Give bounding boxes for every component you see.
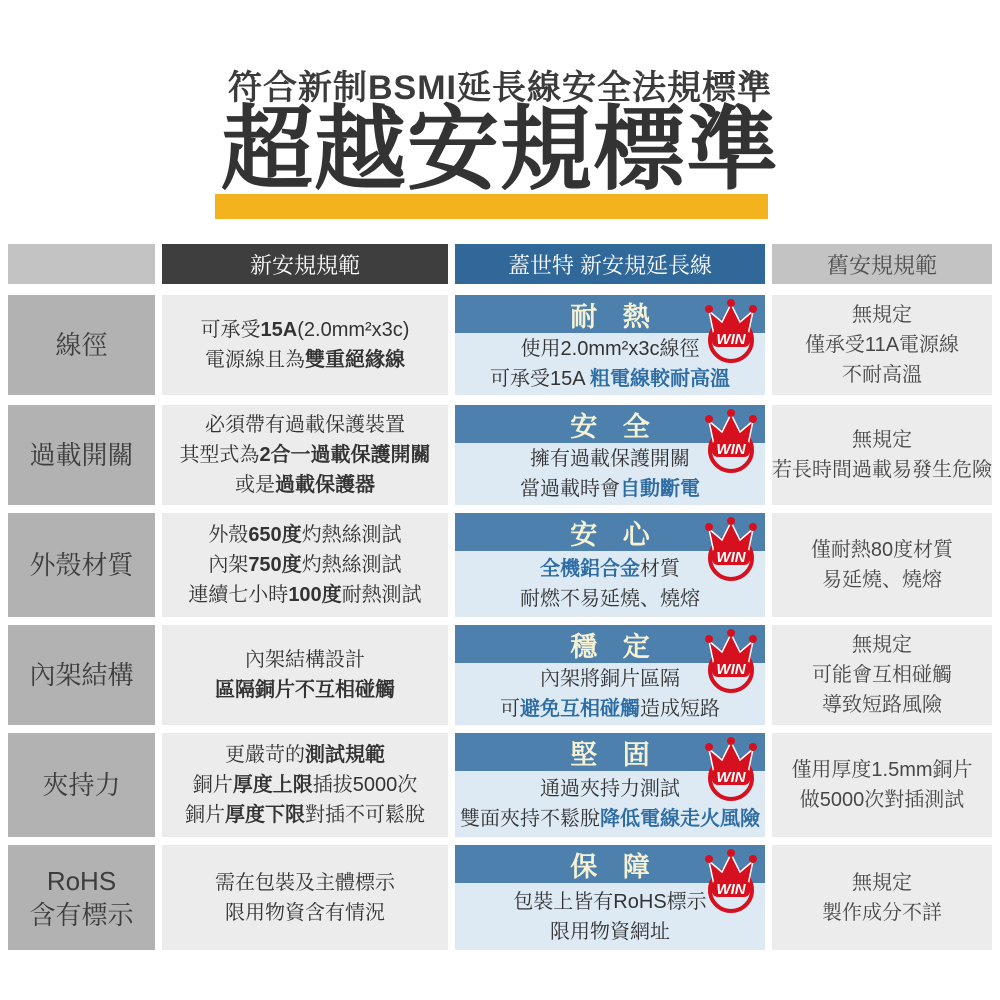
text-segment: 雙面夾持不鬆脫: [460, 808, 600, 830]
win-crown-icon: [700, 627, 762, 695]
text-segment: 若長時間過載易發生危險: [772, 459, 992, 481]
product-cell: [455, 625, 765, 725]
text-segment: 限用物資含有情況: [225, 901, 385, 924]
text-segment: 降低電線走火風險: [600, 808, 760, 830]
new-standard-line: [193, 770, 418, 800]
old-standard-line: [852, 425, 912, 455]
text-segment: 包裝上皆有RoHS標示: [513, 890, 707, 913]
old-standard-cell: [772, 845, 992, 950]
old-standard-line: [822, 565, 942, 595]
text-segment: 銅片: [192, 774, 233, 796]
text-segment: 全機鋁合金: [540, 558, 640, 580]
svg-text:WIN: WIN: [716, 661, 746, 678]
old-standard-line: [852, 868, 912, 898]
old-standard-line: [812, 660, 952, 690]
text-segment: 耐燃不易延燒、燒熔: [520, 588, 700, 610]
win-crown-icon: [700, 515, 762, 583]
product-cell: [455, 405, 765, 505]
new-standard-line: [245, 645, 365, 675]
text-segment: 或是: [235, 474, 275, 496]
text-segment: 材質: [640, 558, 680, 580]
text-segment: 15A: [260, 319, 298, 341]
svg-text:WIN: WIN: [716, 769, 746, 786]
new-standard-line: [208, 550, 401, 580]
text-segment: 厚度上限: [232, 774, 313, 796]
row-label-cell: [8, 405, 155, 505]
text-segment: 易延燒、燒熔: [822, 569, 942, 591]
text-segment: 更嚴苛的: [225, 744, 305, 766]
row-label-cell: [8, 845, 155, 950]
text-segment: 耐熱測試: [341, 584, 422, 606]
text-segment: 內架結構設計: [245, 649, 365, 671]
row-label: RoHS: [46, 865, 117, 896]
text-segment: 僅承受11A電源線: [804, 334, 960, 356]
text-segment: 電源線且為: [205, 349, 305, 371]
text-segment: 可: [500, 698, 520, 720]
old-standard-line: [805, 330, 959, 360]
product-line: [521, 334, 700, 364]
text-segment: 無規定: [852, 429, 912, 451]
product-line: [540, 774, 680, 804]
page-subtitle: 符合新制BSMI延長線安全法規標準: [228, 69, 772, 107]
row-label-cell: [8, 295, 155, 395]
new-standard-line: [179, 440, 430, 470]
new-standard-line: [225, 740, 385, 770]
text-segment: 擁有過載保護開關: [530, 448, 690, 470]
text-segment: 灼熱絲測試: [301, 554, 402, 576]
text-segment: 外殼: [208, 524, 249, 546]
product-cell: [455, 845, 765, 950]
text-segment: 2合一過載保護開關: [259, 444, 431, 466]
new-standard-cell: [162, 513, 448, 617]
new-standard-line: [235, 470, 375, 500]
new-standard-cell: [162, 405, 448, 505]
row-label: 夾持力: [42, 770, 121, 800]
old-standard-cell: [772, 733, 992, 837]
new-standard-cell: [162, 845, 448, 950]
win-crown-icon: [700, 735, 762, 803]
row-label: 線徑: [55, 330, 108, 360]
old-standard-line: [811, 535, 953, 565]
text-segment: 可承受15A: [489, 368, 591, 390]
old-standard-line: [852, 300, 912, 330]
text-segment: 區隔銅片不互相碰觸: [215, 679, 395, 701]
product-line: [500, 694, 720, 724]
new-standard-line: [215, 675, 395, 705]
old-standard-line: [842, 360, 922, 390]
row-label: 外殼材質: [29, 550, 134, 580]
text-segment: 100度: [288, 584, 342, 606]
text-segment: 僅用厚度1.5mm銅片: [791, 759, 973, 781]
new-standard-line: [201, 315, 410, 345]
text-segment: 不耐高溫: [842, 364, 922, 386]
text-segment: 自動斷電: [620, 478, 700, 500]
new-standard-cell: [162, 625, 448, 725]
row-label: 過載開關: [29, 440, 134, 470]
old-standard-line: [772, 455, 992, 485]
text-segment: 可能會互相碰觸: [812, 664, 952, 686]
text-segment: 需在包裝及主體標示: [215, 871, 395, 894]
product-cell: [455, 733, 765, 837]
text-segment: 銅片: [185, 804, 225, 826]
header-product: 蓋世特 新安規延長線: [455, 244, 765, 284]
text-segment: 避免互相碰觸: [520, 698, 640, 720]
new-standard-line: [225, 898, 385, 928]
product-band-title: 穩 定: [570, 631, 659, 662]
text-segment: 其型式為: [179, 444, 260, 466]
svg-text:WIN: WIN: [716, 549, 746, 566]
text-segment: 650度: [248, 524, 302, 546]
old-standard-cell: [772, 625, 992, 725]
product-line: [540, 554, 680, 584]
text-segment: 製作成分不詳: [822, 901, 942, 924]
svg-text:WIN: WIN: [716, 331, 746, 348]
product-line: [513, 887, 706, 917]
product-band-title: 安 心: [570, 519, 659, 550]
row-label-cell: [8, 625, 155, 725]
text-segment: 必須帶有過載保護裝置: [205, 414, 405, 436]
text-segment: 插拔5000次: [312, 774, 418, 796]
product-line: [520, 474, 700, 504]
header-new-standard: 新安規規範: [162, 244, 448, 284]
old-standard-line: [822, 898, 942, 928]
product-band-title: 耐 熱: [570, 301, 659, 332]
page-title: 超越安規標準: [220, 99, 779, 201]
svg-text:WIN: WIN: [716, 441, 746, 458]
header-corner-cell: [8, 244, 155, 284]
new-standard-cell: [162, 733, 448, 837]
svg-text:WIN: WIN: [716, 881, 746, 898]
text-segment: 通過夾持力測試: [540, 778, 680, 800]
new-standard-line: [208, 520, 401, 550]
text-segment: 粗電線較耐高溫: [590, 368, 731, 390]
product-line: [460, 804, 760, 834]
row-label-cell: [8, 733, 155, 837]
product-line: [490, 364, 730, 394]
product-line: [520, 584, 700, 614]
text-segment: 厚度下限: [225, 804, 305, 826]
product-band-title: 堅 固: [570, 739, 659, 770]
win-crown-icon: [700, 297, 762, 365]
old-standard-cell: [772, 513, 992, 617]
text-segment: 做5000次對插測試: [799, 789, 965, 811]
text-segment: 可承受: [200, 319, 261, 341]
text-segment: 僅耐熱80度材質: [810, 539, 954, 561]
text-segment: 連續七小時: [188, 584, 289, 606]
old-standard-cell: [772, 405, 992, 505]
new-standard-line: [205, 410, 405, 440]
text-segment: 導致短路風險: [822, 694, 942, 716]
text-segment: 雙重絕緣線: [305, 349, 405, 371]
old-standard-cell: [772, 295, 992, 395]
product-cell: [455, 513, 765, 617]
text-segment: 測試規範: [305, 744, 385, 766]
text-segment: 內架將銅片區隔: [540, 668, 680, 690]
new-standard-cell: [162, 295, 448, 395]
text-segment: 當過載時會: [520, 478, 620, 500]
text-segment: 內架: [208, 554, 249, 576]
text-segment: 造成短路: [640, 698, 720, 720]
text-segment: 無規定: [852, 304, 912, 326]
row-label: 含有標示: [29, 899, 134, 930]
new-standard-line: [188, 580, 421, 610]
win-crown-icon: [700, 407, 762, 475]
row-label-cell: [8, 513, 155, 617]
text-segment: (2.0mm²x3c): [297, 319, 410, 341]
text-segment: 750度: [248, 554, 302, 576]
text-segment: 無規定: [852, 634, 912, 656]
win-crown-icon: [700, 847, 762, 915]
product-line: [540, 664, 680, 694]
product-line: [550, 917, 670, 947]
text-segment: 無規定: [852, 871, 912, 894]
new-standard-line: [185, 800, 425, 830]
text-segment: 灼熱絲測試: [301, 524, 402, 546]
product-band-title: 安 全: [570, 411, 659, 442]
text-segment: 限用物資網址: [550, 920, 670, 943]
old-standard-line: [822, 690, 942, 720]
text-segment: 使用2.0mm²x3c線徑: [520, 338, 700, 360]
text-segment: 對插不可鬆脫: [305, 804, 425, 826]
new-standard-line: [205, 345, 405, 375]
old-standard-line: [791, 755, 972, 785]
new-standard-line: [215, 868, 395, 898]
text-segment: 過載保護器: [275, 474, 375, 496]
product-band-title: 保 障: [570, 851, 659, 882]
old-standard-line: [852, 630, 912, 660]
old-standard-line: [800, 785, 965, 815]
row-label: 內架結構: [29, 660, 134, 690]
product-cell: [455, 295, 765, 395]
header-old-standard: 舊安規規範: [772, 244, 992, 284]
product-line: [530, 444, 690, 474]
